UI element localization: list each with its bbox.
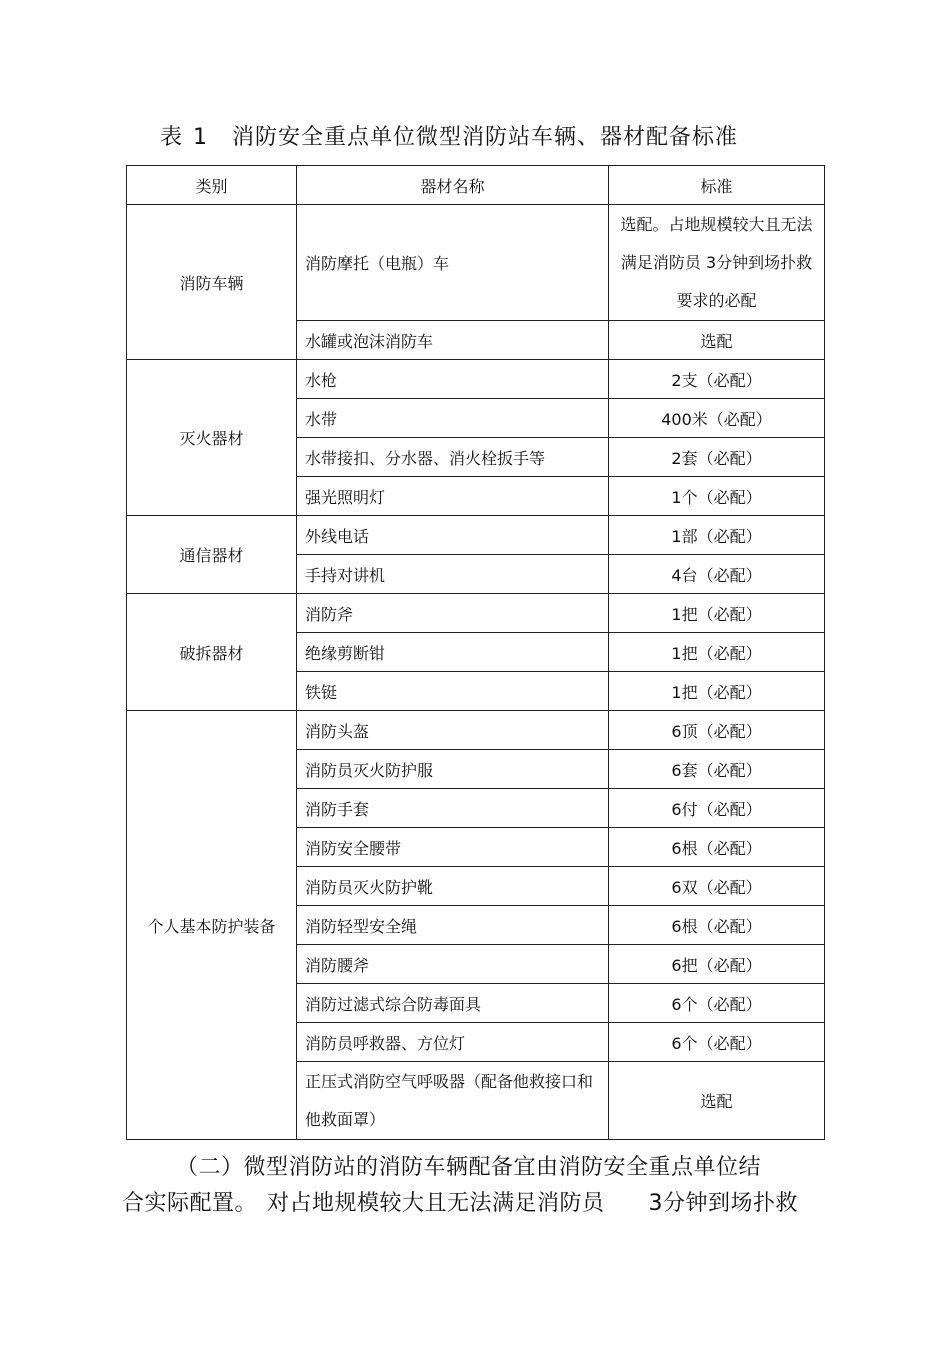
standard-cell: 4台（必配） <box>609 555 825 594</box>
standard-cell: 6根（必配） <box>609 906 825 945</box>
equipment-name-cell: 正压式消防空气呼吸器（配备他救接口和他救面罩） <box>297 1062 609 1140</box>
table-row <box>127 205 825 321</box>
header-equipment-name: 器材名称 <box>297 166 609 205</box>
equipment-name-cell: 消防腰斧 <box>297 945 609 984</box>
table-row <box>127 360 825 399</box>
equipment-name-cell: 消防头盔 <box>297 711 609 750</box>
table-caption <box>160 120 738 151</box>
equipment-name-cell: 消防员灭火防护靴 <box>297 867 609 906</box>
standard-cell: 6双（必配） <box>609 867 825 906</box>
caption-number: 1 <box>193 125 209 150</box>
standard-cell: 1把（必配） <box>609 672 825 711</box>
equipment-name-cell: 强光照明灯 <box>297 477 609 516</box>
standard-cell: 400米（必配） <box>609 399 825 438</box>
standard-cell: 1把（必配） <box>609 594 825 633</box>
equipment-name-cell: 水带接扣、分水器、消火栓扳手等 <box>297 438 609 477</box>
table-row <box>127 516 825 555</box>
equipment-name-cell: 外线电话 <box>297 516 609 555</box>
table-header-row <box>127 166 825 205</box>
standard-cell: 6个（必配） <box>609 1023 825 1062</box>
header-category: 类别 <box>127 166 297 205</box>
category-cell: 消防车辆 <box>127 205 297 360</box>
equipment-name-cell: 水罐或泡沫消防车 <box>297 321 609 360</box>
equipment-name-cell: 消防员灭火防护服 <box>297 750 609 789</box>
equipment-name-cell: 铁铤 <box>297 672 609 711</box>
standard-cell: 6个（必配） <box>609 984 825 1023</box>
table-row <box>127 711 825 750</box>
body-paragraph-line: （二）微型消防站的消防车辆配备宜由消防安全重点单位结 <box>176 1155 762 1180</box>
standard-cell: 2套（必配） <box>609 438 825 477</box>
standard-cell: 6顶（必配） <box>609 711 825 750</box>
standard-cell: 选配 <box>609 1062 825 1140</box>
standard-cell: 1个（必配） <box>609 477 825 516</box>
standard-cell: 6套（必配） <box>609 750 825 789</box>
standard-cell: 2支（必配） <box>609 360 825 399</box>
category-cell: 个人基本防护装备 <box>127 711 297 1140</box>
standard-cell: 1部（必配） <box>609 516 825 555</box>
table-row <box>127 594 825 633</box>
equipment-table <box>126 165 825 1140</box>
standard-cell: 6根（必配） <box>609 828 825 867</box>
equipment-name-cell: 消防安全腰带 <box>297 828 609 867</box>
equipment-name-cell: 消防轻型安全绳 <box>297 906 609 945</box>
standard-cell: 选配。占地规模较大且无法满足消防员 3分钟到场扑救要求的必配 <box>609 205 825 321</box>
equipment-name-cell: 水带 <box>297 399 609 438</box>
standard-cell: 6付（必配） <box>609 789 825 828</box>
standard-cell: 1把（必配） <box>609 633 825 672</box>
header-standard: 标准 <box>609 166 825 205</box>
equipment-name-cell: 消防手套 <box>297 789 609 828</box>
equipment-name-cell: 消防过滤式综合防毒面具 <box>297 984 609 1023</box>
equipment-name-cell: 绝缘剪断钳 <box>297 633 609 672</box>
equipment-name-cell: 消防员呼救器、方位灯 <box>297 1023 609 1062</box>
equipment-name-cell: 水枪 <box>297 360 609 399</box>
body-paragraph-line <box>122 1186 798 1217</box>
category-cell: 破拆器材 <box>127 594 297 711</box>
caption-text: 消防安全重点单位微型消防站车辆、器材配备标准 <box>232 125 739 150</box>
paragraph-segment: 合实际配置。 <box>122 1191 258 1216</box>
paragraph-segment: 3分钟到场扑救 <box>648 1191 799 1216</box>
equipment-name-cell: 手持对讲机 <box>297 555 609 594</box>
paragraph-segment: 对占地规模较大且无法满足消防员 <box>267 1191 605 1216</box>
category-cell: 通信器材 <box>127 516 297 594</box>
caption-prefix: 表 <box>160 125 184 150</box>
category-cell: 灭火器材 <box>127 360 297 516</box>
equipment-name-cell: 消防摩托（电瓶）车 <box>297 205 609 321</box>
standard-cell: 6把（必配） <box>609 945 825 984</box>
standard-cell: 选配 <box>609 321 825 360</box>
equipment-name-cell: 消防斧 <box>297 594 609 633</box>
